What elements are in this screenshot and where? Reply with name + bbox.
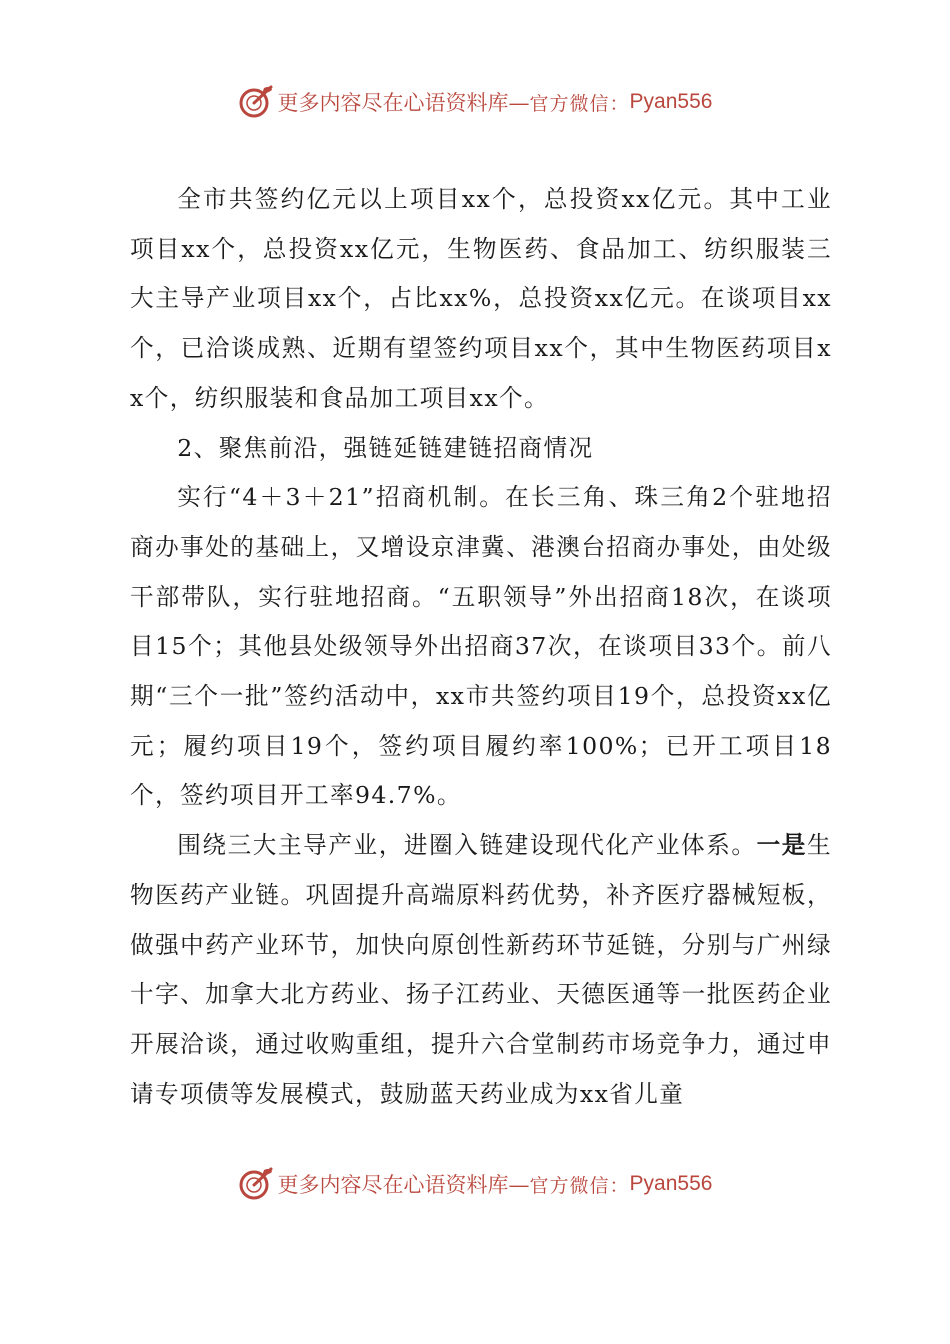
watermark-wechat-label: 官方微信： — [529, 1174, 630, 1197]
watermark-banner-bottom — [0, 1162, 950, 1206]
section-heading-2: 2、聚焦前沿，强链延链建链招商情况 — [177, 433, 594, 462]
document-body — [130, 175, 832, 1119]
watermark-wechat-id: Pyan556 — [629, 1172, 713, 1195]
watermark-text: 更多内容尽在心语资料库— — [277, 1173, 530, 1197]
watermark-banner-top — [0, 80, 950, 124]
paragraph-industry-chain — [130, 821, 832, 1119]
paragraph-project-summary: 全市共签约亿元以上项目xx个，总投资xx亿元。其中工业项目xx个，总投资xx亿元，生物医药、食品加工、纺织服装三大主导产业项目xx个，占比xx%，总投资xx亿元。在谈项目xx个，已洽谈成熟、近期有望签约项目xx个，其中生物医药项目xx个，纺织服装和食品加工项目xx个。 — [130, 185, 832, 412]
watermark-wechat-id: Pyan556 — [629, 90, 713, 113]
quill-seal-icon — [238, 1166, 274, 1202]
emphasis-first: 一是 — [756, 831, 807, 860]
paragraph-industry-chain-rest: 生物医药产业链。巩固提升高端原料药优势，补齐医疗器械短板，做强中药产业环节，加快向原创性新药环节延链，分别与广州绿十字、加拿大北方药业、扬子江药业、天德医通等一批医药企业开展洽谈，通过收购重组，提升六合堂制药市场竞争力，通过申请专项债等发展模式，鼓励蓝天药业成为xx省儿童 — [130, 831, 832, 1108]
watermark-wechat-label: 官方微信： — [529, 92, 630, 115]
watermark-text: 更多内容尽在心语资料库— — [277, 91, 530, 115]
quill-seal-icon — [238, 84, 274, 120]
paragraph-investment-mechanism: 实行“4＋3＋21”招商机制。在长三角、珠三角2个驻地招商办事处的基础上，又增设京津冀、港澳台招商办事处，由处级干部带队，实行驻地招商。“五职领导”外出招商18次，在谈项目15个；其他县处级领导外出招商37次，在谈项目33个。前八期“三个一批”签约活动中，xx市共签约项目19个，总投资xx亿元；履约项目19个，签约项目履约率100%；已开工项目18个，签约项目开工率94.7%。 — [130, 483, 832, 810]
paragraph-industry-chain-lead: 围绕三大主导产业，进圈入链建设现代化产业体系。 — [177, 831, 757, 860]
